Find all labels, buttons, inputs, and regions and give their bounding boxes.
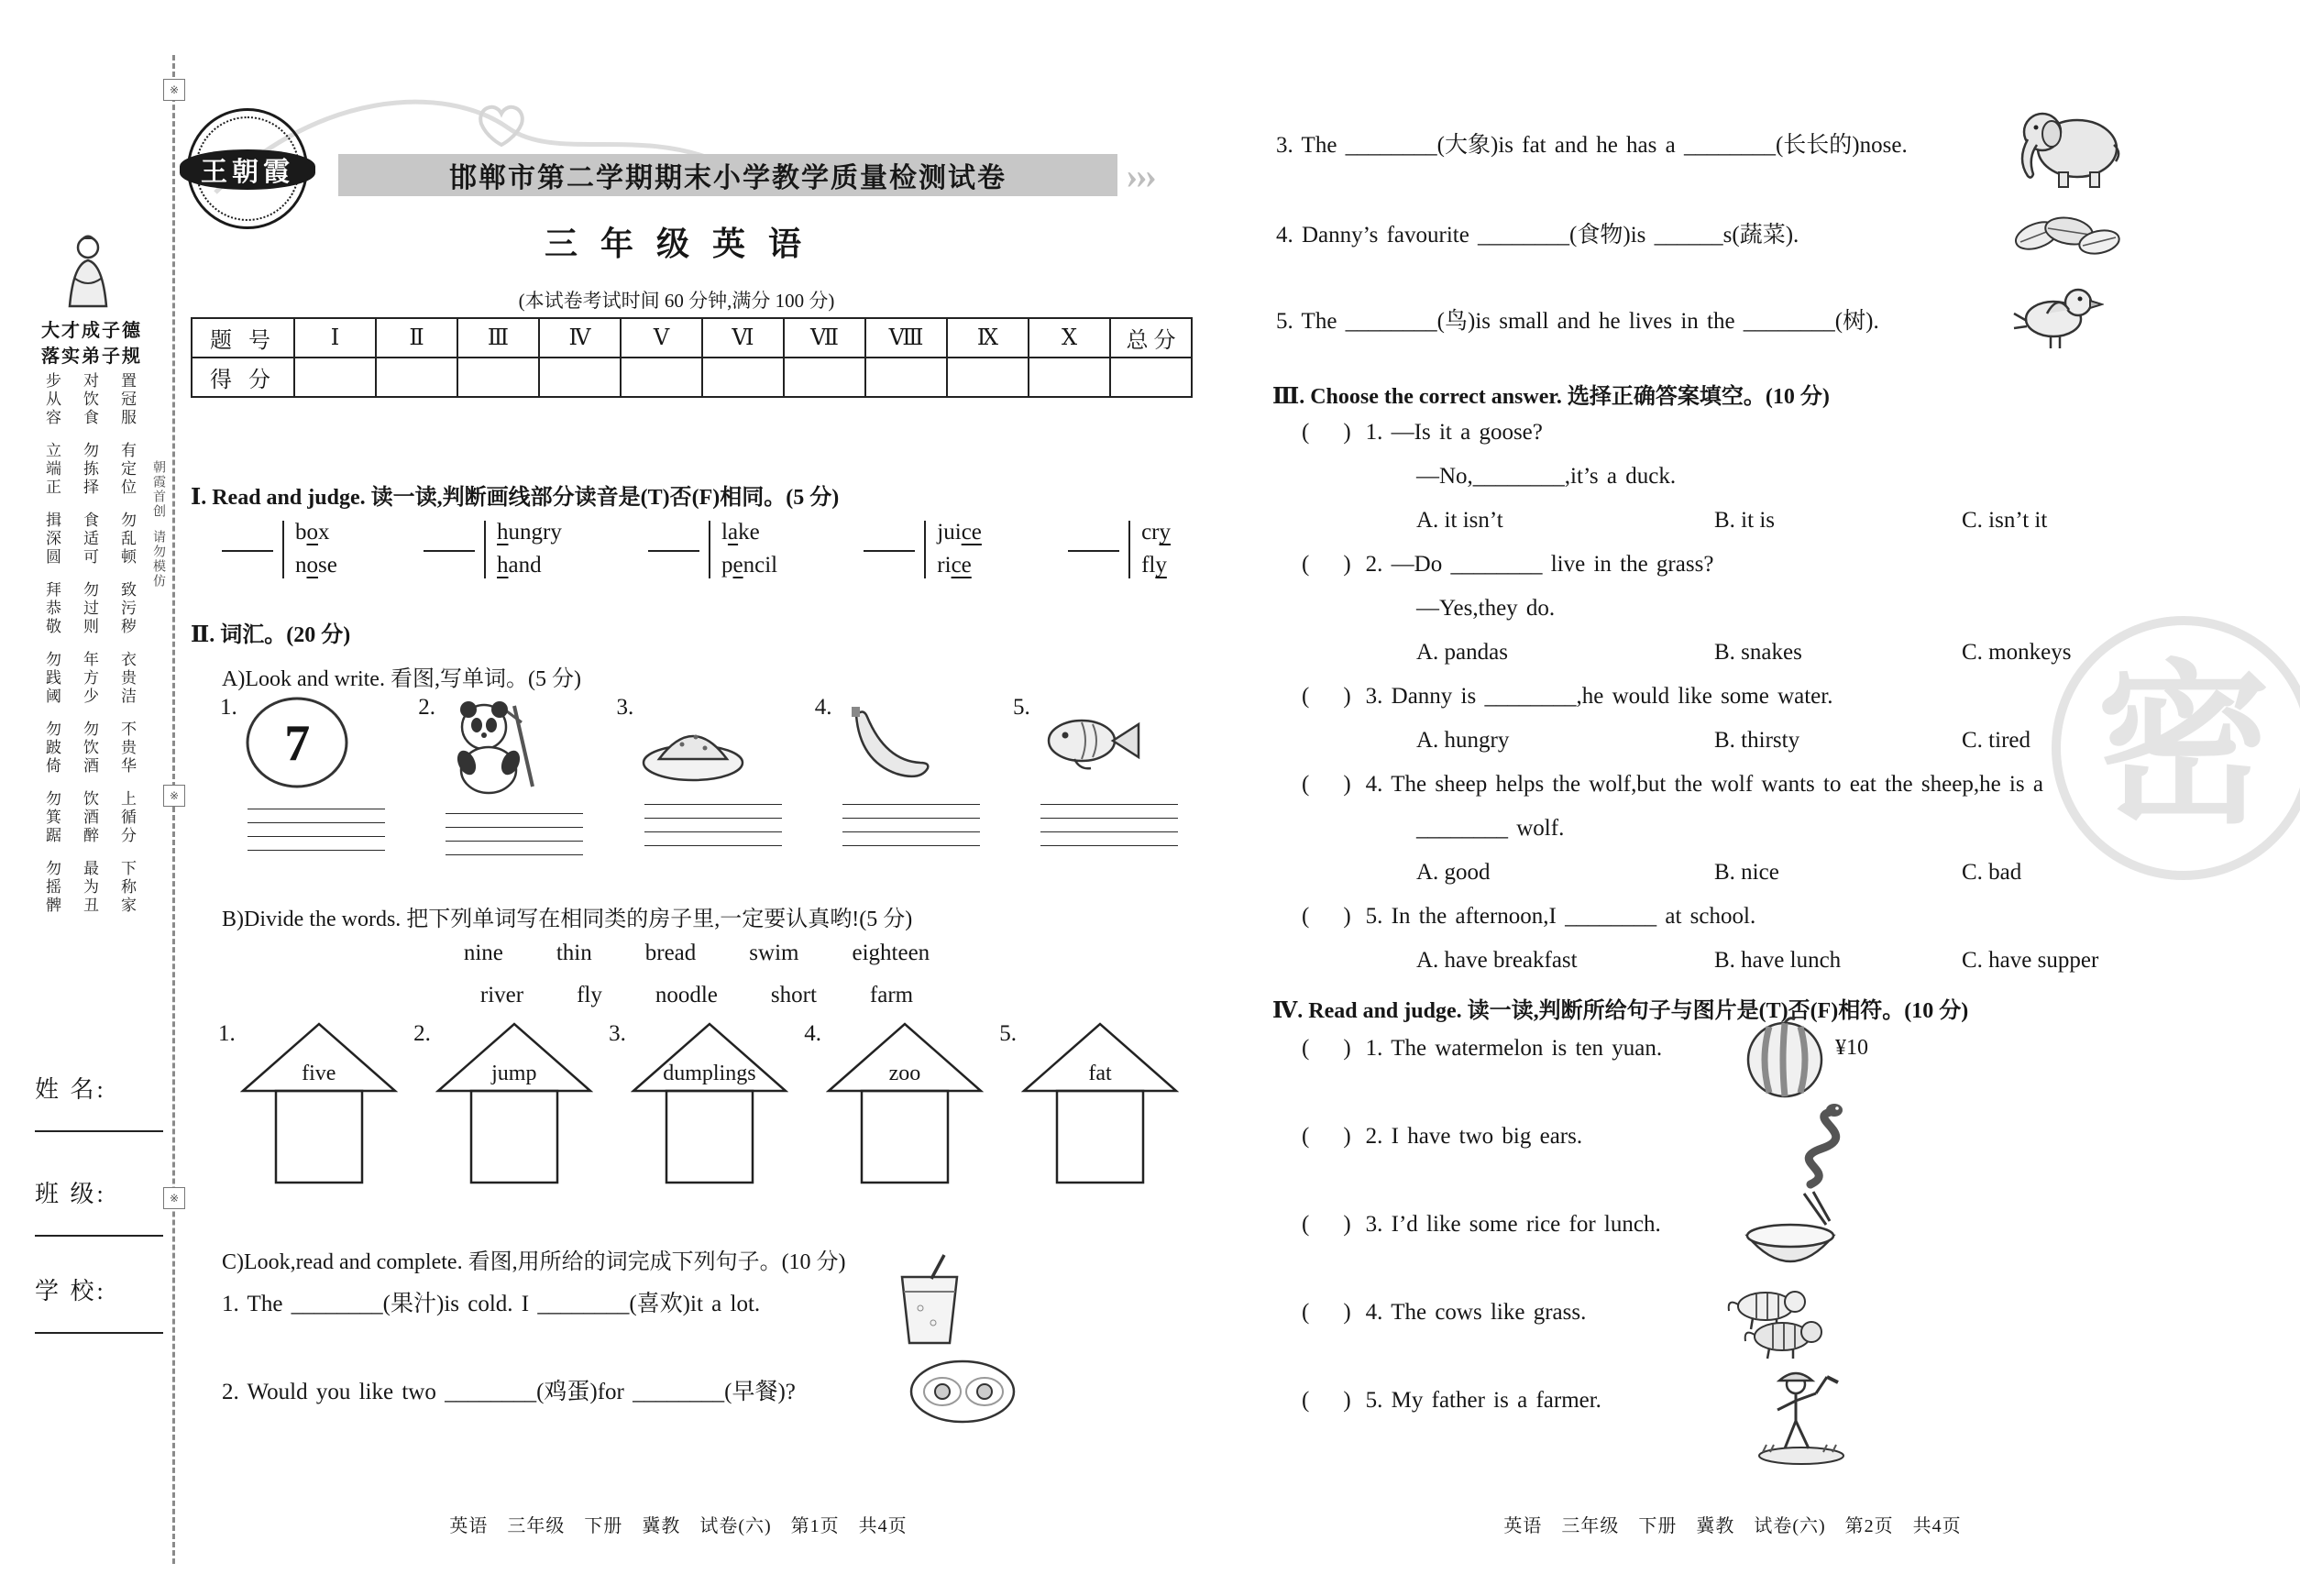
name-label: 姓 名:: [35, 1076, 106, 1103]
mc-question-1: ( ) 1. —Is it a goose?: [1302, 420, 1543, 445]
secret-watermark: 密: [2052, 616, 2300, 880]
school-label: 学 校:: [35, 1278, 106, 1304]
word-top: lake: [721, 520, 760, 545]
complete-sentence-1[interactable]: 1. The ________(果汁)is cold. I ________(喜欢)it a lot.: [222, 1292, 761, 1316]
brand-slogan-line1: 大才成子德: [41, 321, 142, 341]
option-b: B. thirsty: [1714, 728, 1800, 753]
complete-sentence-5[interactable]: 5. The ________(鸟)is small and he lives in the ________(树).: [1276, 309, 1879, 334]
phonics-pair-4: [864, 521, 982, 578]
grade-subject-subtitle: 三 年 级 英 语: [544, 226, 809, 262]
phonics-pair-3: [648, 521, 777, 578]
house-item-5: 5. fat: [999, 1019, 1179, 1201]
class-input-line[interactable]: [35, 1209, 163, 1237]
option-c: C. isn’t it: [1962, 508, 2048, 533]
section2b-title: B)Divide the words. 把下列单词写在相同类的房子里,一定要认真哟!(5 分): [222, 908, 913, 931]
house-write-area[interactable]: [240, 1019, 398, 1201]
word-top: juice: [937, 520, 982, 545]
binding-cut-line: [172, 55, 175, 1564]
option-b: B. nice: [1714, 860, 1779, 885]
seal-logo: [187, 108, 308, 229]
paper-title: 邯郸市第二学期期末小学教学质量检测试卷: [449, 163, 1007, 193]
binding-mark-icon: ※: [163, 79, 185, 101]
tf-item-3: ( ) 3. I’d like some rice for lunch.: [1302, 1212, 1661, 1237]
binding-mark-icon: ※: [163, 785, 185, 807]
phonics-pair-2: [424, 521, 562, 578]
answer-bracket[interactable]: ( ): [1302, 904, 1351, 929]
snake-image: [1774, 1098, 1852, 1194]
mc-question-1-options: [1416, 508, 2047, 534]
score-table: [191, 317, 1193, 398]
exam-note: (本试卷考试时间 60 分钟,满分 100 分): [518, 290, 835, 312]
name-input-line[interactable]: [35, 1105, 163, 1132]
section4-title: Ⅳ. Read and judge. 读一读,判断所给句子与图片是(T)否(F)相符。(10 分): [1272, 999, 1969, 1023]
house-category-label: dumplings: [663, 1062, 756, 1085]
phonics-pair-5: [1068, 521, 1171, 578]
answer-bracket[interactable]: ( ): [1302, 1300, 1351, 1325]
house-category-label: fat: [1088, 1062, 1112, 1085]
tf-item-4: ( ) 4. The cows like grass.: [1302, 1300, 1587, 1325]
phonics-pair-1: [222, 521, 337, 578]
complete-sentence-2[interactable]: 2. Would you like two ________(鸡蛋)for ________(早餐)?: [222, 1380, 796, 1404]
answer-blank[interactable]: [864, 550, 915, 552]
option-a: A. have breakfast: [1416, 948, 1578, 973]
house-item-2: 2. jump: [413, 1019, 593, 1201]
score-cell[interactable]: [1029, 358, 1110, 397]
house-item-3: 3. dumplings: [609, 1019, 788, 1201]
house-item-4: 4. zoo: [804, 1019, 984, 1201]
seal-band: [180, 149, 315, 190]
scholar-figure-icon: [53, 233, 123, 312]
answer-bracket[interactable]: ( ): [1302, 1124, 1351, 1149]
mc-question-2-options: [1416, 640, 2071, 666]
writing-lines[interactable]: [644, 804, 782, 846]
seal-brand-text: 王朝霞: [200, 157, 294, 187]
paper-title-bar: [338, 154, 1117, 196]
score-label: 得 分: [192, 358, 294, 397]
word-bottom: pencil: [721, 553, 778, 578]
option-a: A. hungry: [1416, 728, 1510, 753]
option-b: B. have lunch: [1714, 948, 1842, 973]
mc-question-5: ( ) 5. In the afternoon,I ________ at school.: [1302, 904, 1756, 929]
option-c: C. tired: [1962, 728, 2030, 753]
tigers-image: [1720, 1276, 1848, 1368]
word-bottom: hand: [497, 553, 542, 578]
answer-blank[interactable]: [1068, 550, 1119, 552]
vocab-item-4: 4.: [815, 695, 980, 855]
dizigui-column-3: 置冠服 有定位 勿乱顿 致污秽 衣贵洁 不贵华 上循分 下称家: [118, 372, 136, 915]
name-field: [35, 1071, 163, 1132]
page1-footer: 英语 三年级 下册 冀教 试卷(六) 第1页 共4页: [449, 1516, 908, 1536]
elephant-image: [2015, 94, 2123, 197]
option-a: A. good: [1416, 860, 1491, 885]
brand-slogan-line2: 落实弟子规: [41, 347, 142, 367]
writing-lines[interactable]: [248, 809, 385, 851]
fried-eggs-image: [908, 1355, 1018, 1433]
house-category-label: five: [302, 1062, 336, 1085]
mc-question-2-line2: —Yes,they do.: [1416, 596, 1556, 621]
sort-words-row2: river fly noodle short farm: [479, 983, 914, 1007]
mc-question-3-options: [1416, 728, 2030, 754]
chevrons-decoration-icon: ›››: [1126, 155, 1154, 196]
page2-footer: 英语 三年级 下册 冀教 试卷(六) 第2页 共4页: [1503, 1516, 1962, 1536]
mc-question-3: ( ) 3. Danny is ________,he would like some water.: [1302, 684, 1833, 709]
watermelon-price: ¥10: [1835, 1036, 1868, 1060]
answer-bracket[interactable]: ( ): [1302, 1212, 1351, 1237]
score-cell[interactable]: [702, 358, 784, 397]
score-cell[interactable]: [784, 358, 865, 397]
mc-question-5-options: [1416, 948, 2098, 974]
binding-mark-icon: ※: [163, 1187, 185, 1209]
section2c-title: C)Look,read and complete. 看图,用所给的词完成下列句子。(10 分): [222, 1250, 846, 1274]
dizigui-column-2: 对饮食 勿拣择 食适可 勿过则 年方少 勿饮酒 饮酒醉 最为丑: [81, 372, 98, 915]
option-c: C. monkeys: [1962, 640, 2072, 665]
tf-item-2: ( ) 2. I have two big ears.: [1302, 1124, 1583, 1149]
vocab-item-3: 3.: [617, 695, 782, 855]
phonics-pairs: [222, 521, 1171, 578]
answer-blank[interactable]: [222, 550, 273, 552]
rice-plate-image: [641, 695, 746, 791]
word-bottom: nose: [295, 553, 337, 578]
score-cell[interactable]: [294, 358, 376, 397]
fish-image: [1038, 695, 1143, 791]
option-a: A. it isn’t: [1416, 508, 1503, 533]
noodle-bowl-image: [1740, 1188, 1841, 1280]
score-cell[interactable]: [376, 358, 457, 397]
score-cell[interactable]: [621, 358, 702, 397]
section2-title: Ⅱ. 词汇。(20 分): [191, 623, 351, 647]
score-cell[interactable]: [539, 358, 621, 397]
dizigui-column-1: 步从容 立端正 揖深圆 拜恭敬 勿践阈 勿跛倚 勿箕踞 勿摇髀: [43, 372, 61, 915]
house-category-label: jump: [491, 1062, 537, 1085]
word-top: cry: [1141, 520, 1171, 545]
mc-question-4: ( ) 4. The sheep helps the wolf,but the wolf wants to eat the sheep,he is a: [1302, 772, 2043, 797]
number-seven-image: 7: [245, 695, 350, 796]
anticopy-text: 朝霞首创 请勿模仿: [151, 460, 165, 589]
answer-blank[interactable]: [648, 550, 699, 552]
score-cell[interactable]: [1110, 358, 1192, 397]
house-write-area[interactable]: [1021, 1019, 1179, 1201]
answer-bracket[interactable]: ( ): [1302, 420, 1351, 445]
section2a-title: A)Look and write. 看图,写单词。(5 分): [222, 667, 581, 691]
option-b: B. it is: [1714, 508, 1775, 533]
house-category-label: zoo: [888, 1062, 921, 1085]
complete-sentence-4[interactable]: 4. Danny’s favourite ________(食物)is ______s(蔬菜).: [1276, 223, 1799, 248]
answer-bracket[interactable]: ( ): [1302, 1036, 1351, 1061]
option-b: B. snakes: [1714, 640, 1802, 665]
farmer-image: [1755, 1359, 1847, 1471]
option-c: C. have supper: [1962, 948, 2099, 973]
juice-glass-image: [891, 1251, 969, 1352]
bird-image: [2012, 268, 2104, 357]
watermelon-image: [1742, 1012, 1829, 1104]
word-top: box: [295, 520, 330, 545]
vocab-item-1: 1. 7: [220, 695, 385, 855]
school-field: [35, 1272, 163, 1334]
tf-item-5: ( ) 5. My father is a farmer.: [1302, 1388, 1601, 1413]
word-bottom: rice: [937, 553, 972, 578]
vocab-picture-row: [220, 695, 1178, 855]
question-number-label: 题 号: [192, 318, 294, 358]
word-bottom: fly: [1141, 553, 1167, 578]
mc-question-2: ( ) 2. —Do ________ live in the grass?: [1302, 552, 1714, 577]
option-c: C. bad: [1962, 860, 2022, 885]
word-top: hungry: [497, 520, 562, 545]
school-input-line[interactable]: [35, 1306, 163, 1334]
vocab-item-2: 2.: [418, 695, 583, 855]
class-field: [35, 1175, 163, 1237]
tf-item-1: ( ) 1. The watermelon is ten yuan.: [1302, 1036, 1663, 1061]
score-cell[interactable]: [865, 358, 947, 397]
category-houses: [218, 1019, 1179, 1201]
writing-lines[interactable]: [842, 804, 980, 846]
score-cell[interactable]: [947, 358, 1029, 397]
score-table-score-row: [192, 358, 1192, 397]
answer-blank[interactable]: [424, 550, 475, 552]
vegetables-image: [2009, 194, 2124, 268]
house-write-area[interactable]: [435, 1019, 593, 1201]
mc-question-4-line2: ________ wolf.: [1416, 816, 1565, 841]
class-label: 班 级:: [35, 1181, 106, 1207]
panda-image: [443, 695, 548, 800]
house-item-1: 1. five: [218, 1019, 398, 1201]
answer-bracket[interactable]: ( ): [1302, 772, 1351, 797]
mc-question-4-options: [1416, 860, 2021, 886]
writing-lines[interactable]: [446, 813, 583, 855]
mc-question-1-line2: —No,________,it’s a duck.: [1416, 464, 1677, 489]
complete-sentence-3[interactable]: 3. The ________(大象)is fat and he has a ________(长长的)nose.: [1276, 133, 1908, 158]
writing-lines[interactable]: [1040, 804, 1178, 846]
section1-title: Ⅰ. Read and judge. 读一读,判断画线部分读音是(T)否(F)相同。(5 分): [191, 486, 840, 510]
house-write-area[interactable]: [631, 1019, 788, 1201]
answer-bracket[interactable]: ( ): [1302, 552, 1351, 577]
banana-image: [840, 695, 945, 791]
answer-bracket[interactable]: ( ): [1302, 684, 1351, 709]
sort-words-row1: nine thin bread swim eighteen: [463, 941, 930, 965]
option-a: A. pandas: [1416, 640, 1508, 665]
vocab-item-5: 5.: [1013, 695, 1178, 855]
section3-title: Ⅲ. Choose the correct answer. 选择正确答案填空。(10 分): [1272, 385, 1830, 409]
house-write-area[interactable]: [826, 1019, 984, 1201]
score-table-header-row: 题 号 Ⅰ Ⅱ Ⅲ Ⅳ Ⅴ Ⅵ Ⅶ Ⅷ Ⅸ Ⅹ 总 分: [192, 318, 1192, 358]
dizigui-text: [40, 372, 138, 915]
score-cell[interactable]: [457, 358, 539, 397]
answer-bracket[interactable]: ( ): [1302, 1388, 1351, 1413]
